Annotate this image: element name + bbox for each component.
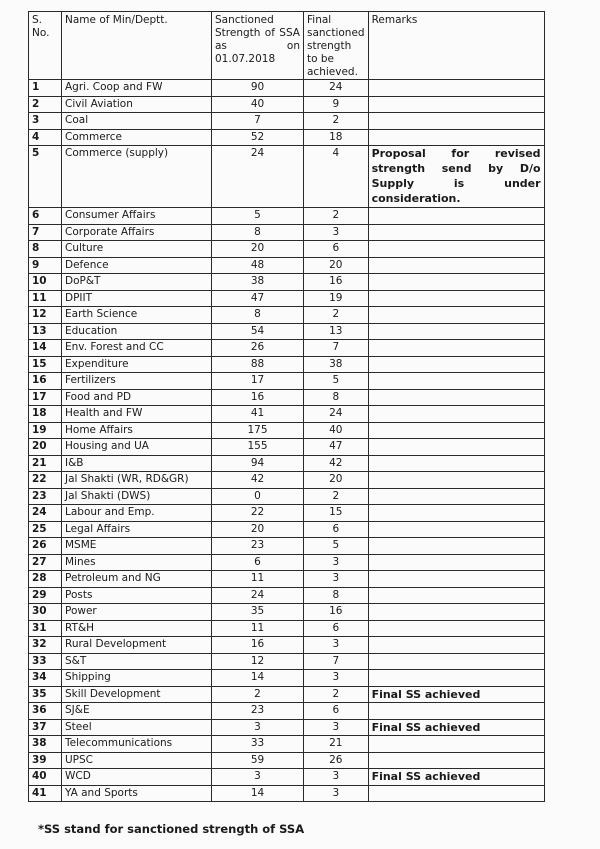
table-row	[29, 521, 545, 538]
cell-sanctioned: 35	[212, 604, 304, 621]
table-row	[29, 389, 545, 406]
cell-sanctioned: 14	[212, 785, 304, 802]
cell-remarks: Final SS achieved	[368, 686, 544, 703]
header-remarks: Remarks	[368, 12, 544, 80]
cell-final: 7	[304, 653, 369, 670]
cell-sanctioned: 38	[212, 274, 304, 291]
cell-final: 3	[304, 554, 369, 571]
cell-name: S&T	[62, 653, 212, 670]
cell-sanctioned: 47	[212, 290, 304, 307]
cell-sno: 34	[29, 670, 62, 687]
cell-remarks	[368, 472, 544, 489]
table-row	[29, 439, 545, 456]
cell-final: 18	[304, 129, 369, 146]
cell-remarks	[368, 129, 544, 146]
cell-name: Corporate Affairs	[62, 224, 212, 241]
table-row	[29, 323, 545, 340]
cell-sanctioned: 26	[212, 340, 304, 357]
cell-sno: 32	[29, 637, 62, 654]
cell-sanctioned: 88	[212, 356, 304, 373]
cell-sanctioned: 155	[212, 439, 304, 456]
table-row	[29, 422, 545, 439]
cell-final: 3	[304, 571, 369, 588]
cell-sanctioned: 41	[212, 406, 304, 423]
cell-remarks	[368, 340, 544, 357]
cell-remarks	[368, 670, 544, 687]
cell-sanctioned: 94	[212, 455, 304, 472]
cell-sno: 7	[29, 224, 62, 241]
table-row	[29, 719, 545, 736]
header-sno: S. No.	[29, 12, 62, 80]
cell-remarks	[368, 554, 544, 571]
cell-sno: 17	[29, 389, 62, 406]
cell-final: 16	[304, 274, 369, 291]
cell-remarks	[368, 785, 544, 802]
cell-sno: 13	[29, 323, 62, 340]
cell-remarks	[368, 389, 544, 406]
table-row	[29, 472, 545, 489]
cell-sno: 11	[29, 290, 62, 307]
cell-name: Commerce (supply)	[62, 146, 212, 208]
cell-final: 13	[304, 323, 369, 340]
cell-sno: 14	[29, 340, 62, 357]
cell-name: Mines	[62, 554, 212, 571]
cell-final: 3	[304, 670, 369, 687]
cell-sanctioned: 0	[212, 488, 304, 505]
cell-name: Education	[62, 323, 212, 340]
table-row	[29, 505, 545, 522]
cell-name: WCD	[62, 769, 212, 786]
cell-name: Petroleum and NG	[62, 571, 212, 588]
cell-sanctioned: 20	[212, 521, 304, 538]
cell-name: Commerce	[62, 129, 212, 146]
cell-name: Power	[62, 604, 212, 621]
table-row	[29, 307, 545, 324]
cell-sanctioned: 42	[212, 472, 304, 489]
cell-name: Labour and Emp.	[62, 505, 212, 522]
cell-sanctioned: 14	[212, 670, 304, 687]
cell-remarks	[368, 257, 544, 274]
cell-remarks	[368, 113, 544, 130]
cell-sanctioned: 2	[212, 686, 304, 703]
cell-sanctioned: 17	[212, 373, 304, 390]
cell-final: 3	[304, 769, 369, 786]
cell-sanctioned: 6	[212, 554, 304, 571]
cell-sanctioned: 7	[212, 113, 304, 130]
cell-sanctioned: 23	[212, 538, 304, 555]
table-row	[29, 670, 545, 687]
cell-name: Food and PD	[62, 389, 212, 406]
cell-remarks: Proposal for revised strength send by D/o Supply is under consideration.	[368, 146, 544, 208]
cell-final: 19	[304, 290, 369, 307]
cell-final: 2	[304, 488, 369, 505]
cell-final: 2	[304, 113, 369, 130]
cell-sanctioned: 3	[212, 769, 304, 786]
cell-name: Jal Shakti (WR, RD&GR)	[62, 472, 212, 489]
cell-sno: 31	[29, 620, 62, 637]
header-name: Name of Min/Deptt.	[62, 12, 212, 80]
cell-name: Posts	[62, 587, 212, 604]
cell-sanctioned: 24	[212, 146, 304, 208]
cell-sanctioned: 54	[212, 323, 304, 340]
cell-sanctioned: 16	[212, 389, 304, 406]
cell-remarks: Final SS achieved	[368, 769, 544, 786]
cell-remarks	[368, 96, 544, 113]
cell-name: Rural Development	[62, 637, 212, 654]
table-row	[29, 80, 545, 97]
cell-remarks	[368, 323, 544, 340]
cell-remarks	[368, 290, 544, 307]
table-row	[29, 752, 545, 769]
table-row	[29, 373, 545, 390]
cell-remarks	[368, 373, 544, 390]
cell-remarks	[368, 241, 544, 258]
cell-name: RT&H	[62, 620, 212, 637]
cell-name: Earth Science	[62, 307, 212, 324]
cell-sno: 20	[29, 439, 62, 456]
table-row	[29, 340, 545, 357]
table-body	[29, 80, 545, 802]
cell-sno: 37	[29, 719, 62, 736]
cell-sno: 33	[29, 653, 62, 670]
table-row	[29, 274, 545, 291]
cell-sno: 19	[29, 422, 62, 439]
cell-final: 2	[304, 208, 369, 225]
cell-final: 20	[304, 472, 369, 489]
cell-remarks	[368, 587, 544, 604]
cell-sno: 16	[29, 373, 62, 390]
cell-sno: 35	[29, 686, 62, 703]
cell-sno: 6	[29, 208, 62, 225]
table-row	[29, 290, 545, 307]
table-row	[29, 769, 545, 786]
cell-name: DoP&T	[62, 274, 212, 291]
cell-remarks	[368, 488, 544, 505]
cell-name: Defence	[62, 257, 212, 274]
footnote: *SS stand for sanctioned strength of SSA	[38, 822, 305, 836]
table-row	[29, 571, 545, 588]
cell-remarks	[368, 505, 544, 522]
cell-final: 15	[304, 505, 369, 522]
table-header-row	[29, 12, 545, 80]
cell-remarks	[368, 752, 544, 769]
cell-sno: 8	[29, 241, 62, 258]
cell-name: Jal Shakti (DWS)	[62, 488, 212, 505]
cell-sno: 1	[29, 80, 62, 97]
table-row	[29, 96, 545, 113]
cell-name: Skill Development	[62, 686, 212, 703]
cell-name: YA and Sports	[62, 785, 212, 802]
header-sanctioned: Sanctioned Strength of SSA as on 01.07.2018	[212, 12, 304, 80]
cell-sanctioned: 40	[212, 96, 304, 113]
table-row	[29, 241, 545, 258]
cell-final: 8	[304, 587, 369, 604]
cell-remarks: Final SS achieved	[368, 719, 544, 736]
table-row	[29, 538, 545, 555]
cell-sanctioned: 8	[212, 224, 304, 241]
cell-remarks	[368, 703, 544, 720]
cell-sanctioned: 16	[212, 637, 304, 654]
cell-final: 6	[304, 241, 369, 258]
header-final: Final sanctioned strength to be achieved.	[304, 12, 369, 80]
table-row	[29, 113, 545, 130]
cell-remarks	[368, 307, 544, 324]
cell-final: 3	[304, 719, 369, 736]
cell-sno: 10	[29, 274, 62, 291]
cell-sno: 39	[29, 752, 62, 769]
cell-sno: 41	[29, 785, 62, 802]
cell-final: 3	[304, 224, 369, 241]
cell-sanctioned: 48	[212, 257, 304, 274]
cell-remarks	[368, 521, 544, 538]
cell-name: MSME	[62, 538, 212, 555]
cell-sno: 18	[29, 406, 62, 423]
cell-final: 47	[304, 439, 369, 456]
cell-sno: 5	[29, 146, 62, 208]
table-row	[29, 455, 545, 472]
table-row	[29, 620, 545, 637]
cell-remarks	[368, 274, 544, 291]
cell-sanctioned: 11	[212, 571, 304, 588]
table-row	[29, 785, 545, 802]
cell-name: Env. Forest and CC	[62, 340, 212, 357]
table-row	[29, 406, 545, 423]
cell-sanctioned: 59	[212, 752, 304, 769]
cell-remarks	[368, 571, 544, 588]
table-row	[29, 587, 545, 604]
cell-name: Civil Aviation	[62, 96, 212, 113]
cell-name: Home Affairs	[62, 422, 212, 439]
cell-sno: 29	[29, 587, 62, 604]
cell-final: 42	[304, 455, 369, 472]
cell-name: Culture	[62, 241, 212, 258]
cell-name: Health and FW	[62, 406, 212, 423]
cell-sanctioned: 20	[212, 241, 304, 258]
cell-remarks	[368, 736, 544, 753]
cell-sno: 36	[29, 703, 62, 720]
cell-sno: 22	[29, 472, 62, 489]
cell-sanctioned: 23	[212, 703, 304, 720]
table-row	[29, 257, 545, 274]
cell-sno: 4	[29, 129, 62, 146]
cell-final: 5	[304, 373, 369, 390]
cell-final: 24	[304, 80, 369, 97]
cell-sanctioned: 5	[212, 208, 304, 225]
cell-sno: 21	[29, 455, 62, 472]
cell-final: 38	[304, 356, 369, 373]
cell-sno: 12	[29, 307, 62, 324]
table-row	[29, 736, 545, 753]
cell-final: 7	[304, 340, 369, 357]
cell-final: 3	[304, 785, 369, 802]
cell-remarks	[368, 439, 544, 456]
cell-final: 6	[304, 703, 369, 720]
cell-final: 3	[304, 637, 369, 654]
table-row	[29, 653, 545, 670]
cell-name: Agri. Coop and FW	[62, 80, 212, 97]
cell-sno: 30	[29, 604, 62, 621]
cell-final: 40	[304, 422, 369, 439]
cell-remarks	[368, 224, 544, 241]
cell-sno: 25	[29, 521, 62, 538]
cell-remarks	[368, 538, 544, 555]
cell-final: 24	[304, 406, 369, 423]
cell-name: Housing and UA	[62, 439, 212, 456]
cell-sanctioned: 33	[212, 736, 304, 753]
table-row	[29, 604, 545, 621]
table-row	[29, 129, 545, 146]
cell-name: UPSC	[62, 752, 212, 769]
cell-name: Telecommunications	[62, 736, 212, 753]
cell-sno: 2	[29, 96, 62, 113]
cell-final: 8	[304, 389, 369, 406]
cell-sanctioned: 52	[212, 129, 304, 146]
cell-sno: 3	[29, 113, 62, 130]
cell-final: 4	[304, 146, 369, 208]
table-row	[29, 637, 545, 654]
cell-final: 2	[304, 307, 369, 324]
table-row	[29, 703, 545, 720]
table-row	[29, 146, 545, 208]
table-row	[29, 208, 545, 225]
cell-sanctioned: 22	[212, 505, 304, 522]
cell-remarks	[368, 208, 544, 225]
cell-sno: 26	[29, 538, 62, 555]
table-row	[29, 686, 545, 703]
cell-remarks	[368, 80, 544, 97]
cell-final: 26	[304, 752, 369, 769]
table-row	[29, 488, 545, 505]
cell-sanctioned: 12	[212, 653, 304, 670]
cell-sno: 38	[29, 736, 62, 753]
ssa-strength-table	[28, 11, 545, 802]
cell-sanctioned: 11	[212, 620, 304, 637]
cell-sanctioned: 175	[212, 422, 304, 439]
cell-sno: 24	[29, 505, 62, 522]
cell-remarks	[368, 653, 544, 670]
cell-sanctioned: 90	[212, 80, 304, 97]
cell-final: 9	[304, 96, 369, 113]
cell-final: 20	[304, 257, 369, 274]
cell-sanctioned: 3	[212, 719, 304, 736]
cell-sno: 9	[29, 257, 62, 274]
cell-remarks	[368, 356, 544, 373]
cell-sno: 15	[29, 356, 62, 373]
cell-remarks	[368, 620, 544, 637]
cell-name: Expenditure	[62, 356, 212, 373]
cell-name: I&B	[62, 455, 212, 472]
cell-final: 6	[304, 521, 369, 538]
table-row	[29, 554, 545, 571]
cell-sanctioned: 24	[212, 587, 304, 604]
cell-sanctioned: 8	[212, 307, 304, 324]
cell-final: 2	[304, 686, 369, 703]
cell-remarks	[368, 637, 544, 654]
cell-remarks	[368, 422, 544, 439]
cell-sno: 40	[29, 769, 62, 786]
cell-sno: 27	[29, 554, 62, 571]
cell-name: Consumer Affairs	[62, 208, 212, 225]
cell-name: DPIIT	[62, 290, 212, 307]
cell-name: Legal Affairs	[62, 521, 212, 538]
cell-sno: 23	[29, 488, 62, 505]
cell-name: SJ&E	[62, 703, 212, 720]
cell-remarks	[368, 604, 544, 621]
cell-name: Coal	[62, 113, 212, 130]
cell-name: Steel	[62, 719, 212, 736]
cell-final: 6	[304, 620, 369, 637]
cell-final: 5	[304, 538, 369, 555]
cell-sno: 28	[29, 571, 62, 588]
cell-final: 16	[304, 604, 369, 621]
cell-name: Fertilizers	[62, 373, 212, 390]
table-row	[29, 224, 545, 241]
cell-name: Shipping	[62, 670, 212, 687]
cell-remarks	[368, 455, 544, 472]
cell-remarks	[368, 406, 544, 423]
cell-final: 21	[304, 736, 369, 753]
table-row	[29, 356, 545, 373]
